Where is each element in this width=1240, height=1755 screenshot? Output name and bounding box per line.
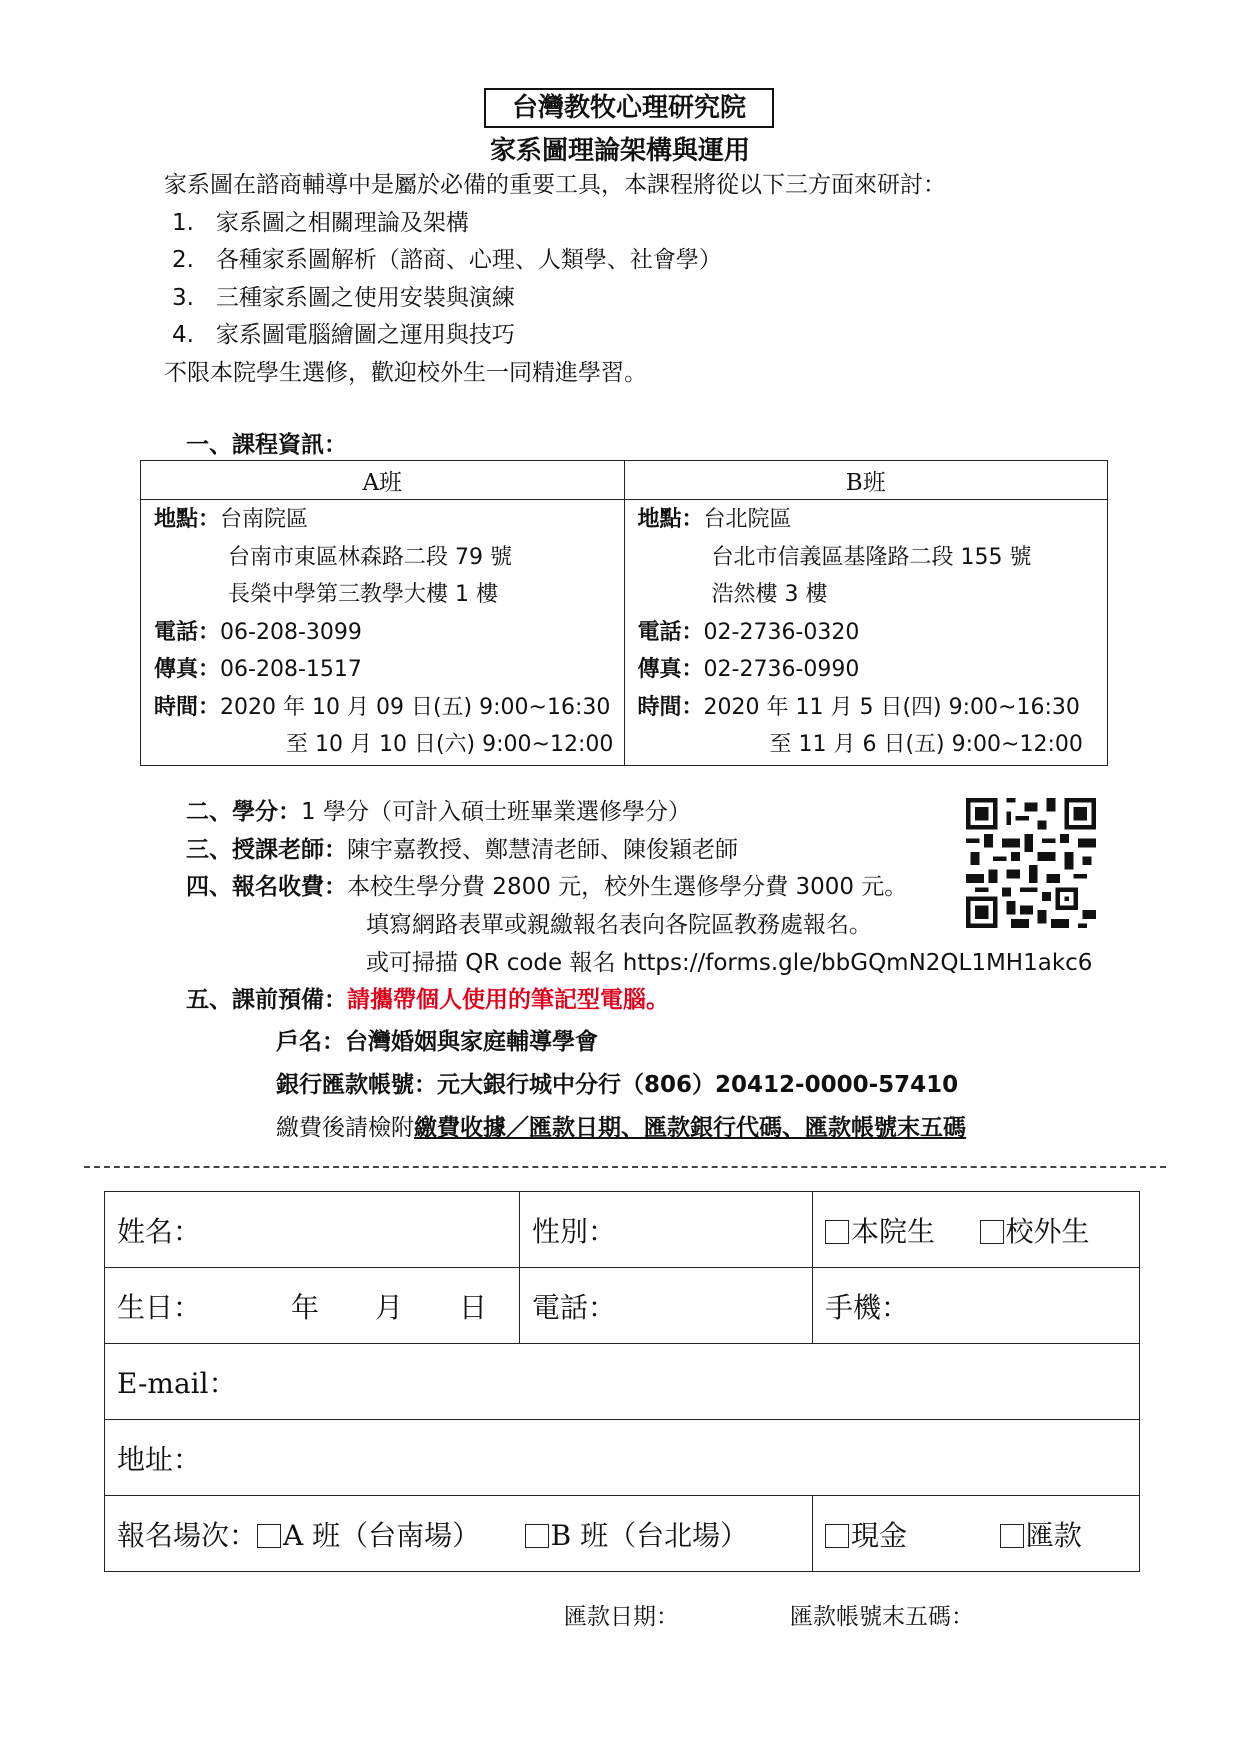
teachers-line: 三、授課老師：陳宇嘉教授、鄭慧清老師、陳俊穎老師 (186, 837, 738, 863)
topic-4: 4. 家系圖電腦繪圖之運用與技巧 (172, 322, 515, 348)
student-type-field: 本院生 校外生 (813, 1192, 1140, 1268)
address-field[interactable]: 地址： (105, 1420, 1140, 1496)
mobile-field[interactable]: 手機： (813, 1268, 1140, 1344)
external-checkbox[interactable] (980, 1220, 1004, 1244)
session-field: 報名場次： A 班（台南場） B 班（台北場） (105, 1496, 813, 1572)
name-field[interactable]: 姓名： (105, 1192, 520, 1268)
fee-line-2: 填寫網路表單或親繳報名表向各院區教務處報名。 (366, 912, 872, 938)
class-a-cell: 地點：台南院區 台南市東區林森路二段 79 號 長榮中學第三教學大樓 1 樓 電話：06-208-3099 傳真：06-208-1517 時間：2020 年 10 月 09 日(五) 9:00~16:30 至 10 月 10 日(六) 9:00~12:00 (141, 500, 625, 766)
section-course-info: 一、課程資訊： (186, 432, 347, 458)
course-info-table (140, 460, 1108, 766)
intro-text: 家系圖在諮商輔導中是屬於必備的重要工具，本課程將從以下三方面來研討： (164, 172, 946, 198)
class-a-checkbox[interactable] (257, 1524, 281, 1548)
class-b-header: B班 (624, 461, 1108, 500)
topic-3: 3. 三種家系圖之使用安裝與演練 (172, 285, 515, 311)
qr-code-image (966, 798, 1096, 928)
class-a-header: A班 (141, 461, 625, 500)
birthday-field[interactable]: 生日： 年 月 日 (105, 1268, 520, 1344)
registration-form (104, 1191, 1140, 1572)
fee-line-3: 或可掃描 QR code 報名 https://forms.gle/bbGQmN2QL1MH1akc6 (366, 950, 1093, 976)
gender-field[interactable]: 性別： (520, 1192, 813, 1268)
receipt-note: 繳費後請檢附繳費收據／匯款日期、匯款銀行代碼、匯款帳號末五碼 (276, 1115, 966, 1141)
credit-line: 二、學分：1 學分（可計入碩士班畢業選修學分） (186, 799, 691, 825)
transfer-date-label: 匯款日期： (564, 1604, 679, 1630)
class-b-cell: 地點：台北院區 台北市信義區基隆路二段 155 號 浩然樓 3 樓 電話：02-2736-0320 傳真：02-2736-0990 時間：2020 年 11 月 5 日(四) 9:00~16:30 至 11 月 6 日(五) 9:00~12:00 (624, 500, 1108, 766)
transfer-last5-label: 匯款帳號末五碼： (790, 1604, 974, 1630)
fee-line: 四、報名收費：本校生學分費 2800 元，校外生選修學分費 3000 元。 (186, 874, 908, 900)
topic-2: 2. 各種家系圖解析（諮商、心理、人類學、社會學） (172, 247, 722, 273)
student-checkbox[interactable] (825, 1220, 849, 1244)
phone-field[interactable]: 電話： (520, 1268, 813, 1344)
cash-checkbox[interactable] (825, 1524, 849, 1548)
cut-line (84, 1166, 1166, 1168)
institute-title: 台灣教牧心理研究院 (484, 88, 774, 128)
topic-1: 1. 家系圖之相關理論及架構 (172, 210, 469, 236)
account-name: 戶名：台灣婚姻與家庭輔導學會 (276, 1029, 598, 1055)
open-note: 不限本院學生選修，歡迎校外生一同精進學習。 (164, 360, 647, 386)
payment-method-field: 現金 匯款 (813, 1496, 1140, 1572)
class-b-checkbox[interactable] (525, 1524, 549, 1548)
course-title: 家系圖理論架構與運用 (489, 136, 750, 166)
prep-line: 五、課前預備：請攜帶個人使用的筆記型電腦。 (186, 987, 669, 1013)
transfer-checkbox[interactable] (1000, 1524, 1024, 1548)
email-field[interactable]: E-mail： (105, 1344, 1140, 1420)
bank-account: 銀行匯款帳號：元大銀行城中分行（806）20412-0000-57410 (276, 1072, 959, 1098)
